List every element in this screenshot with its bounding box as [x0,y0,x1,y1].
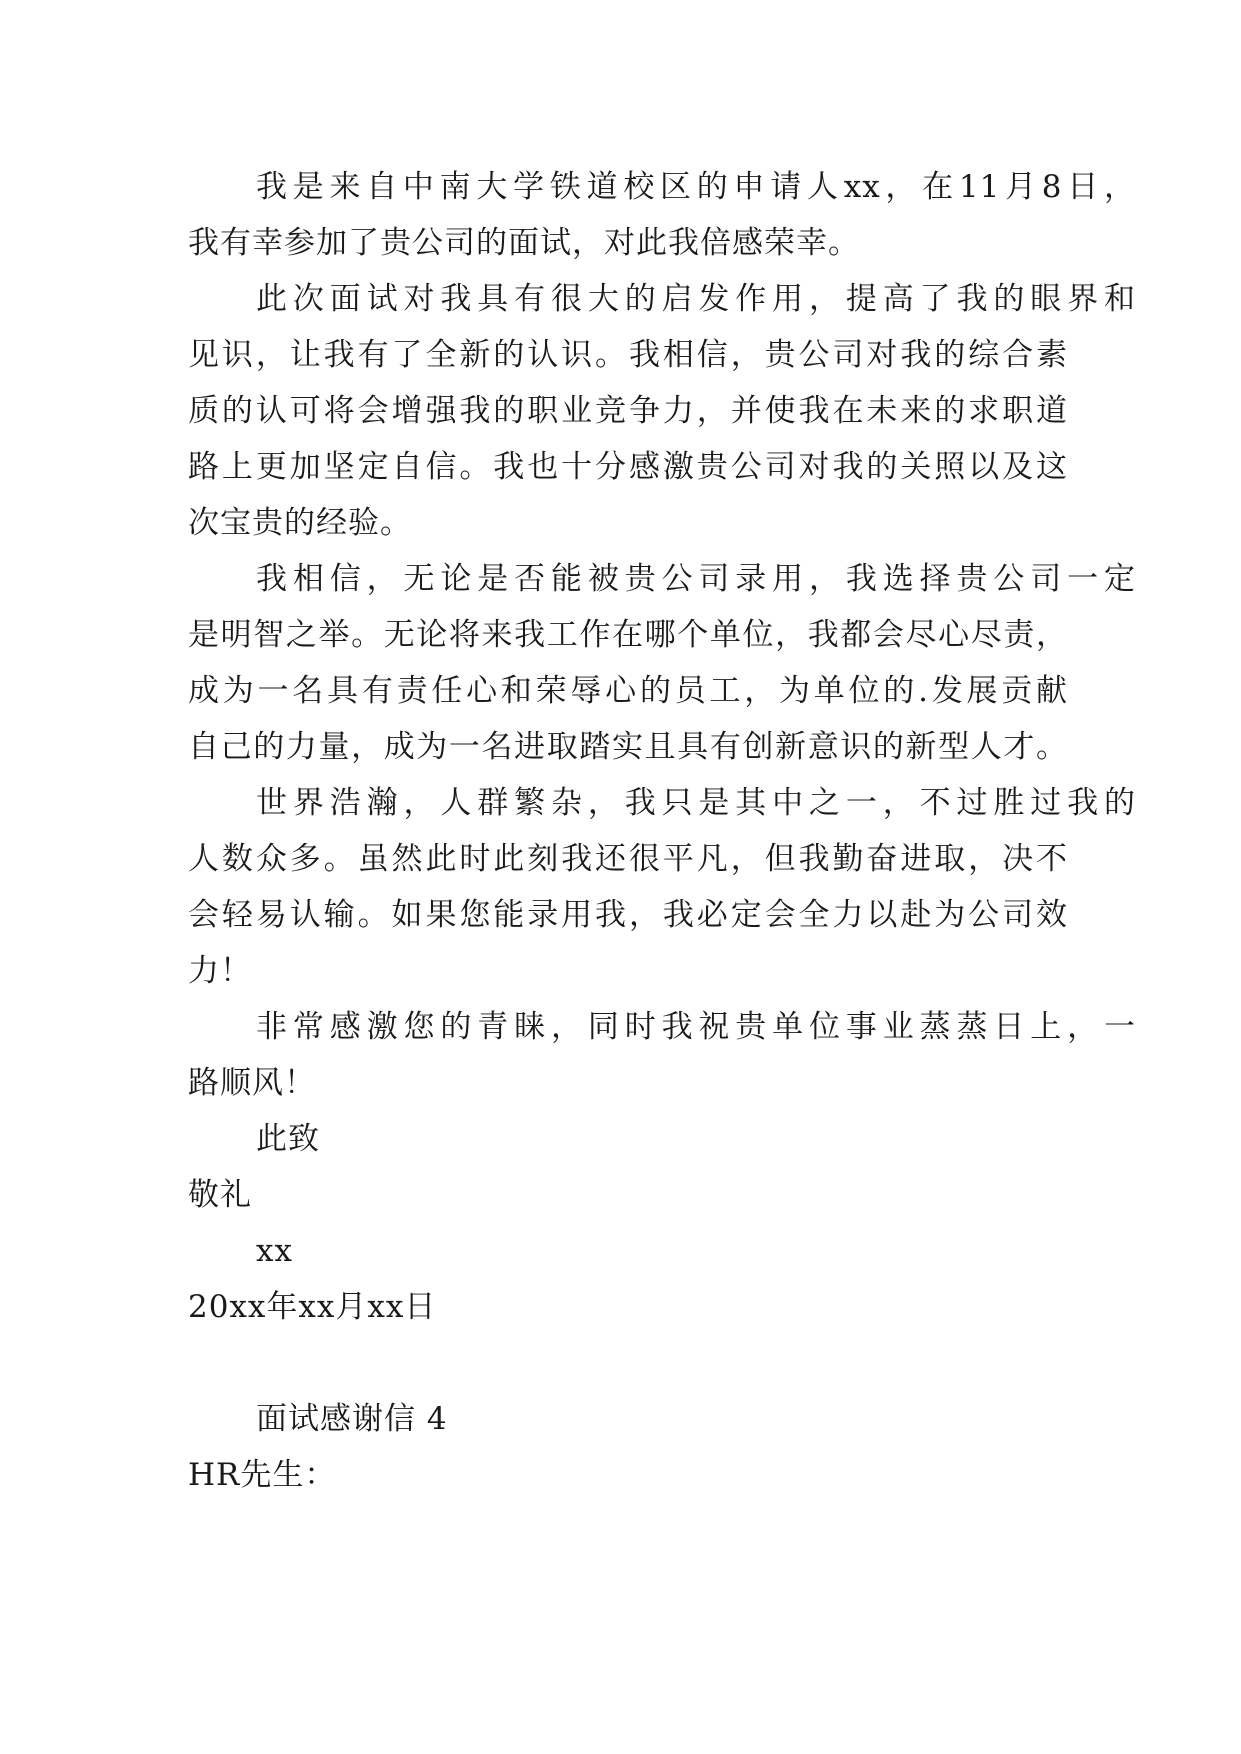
paragraph-line: 力！ [188,953,252,989]
paragraph-line: 成为一名具有责任心和荣辱心的员工，为单位的.发展贡献 [188,673,1068,709]
paragraph-line: 此次面试对我具有很大的启发作用，提高了我的眼界和 [256,281,1136,317]
paragraph-line: 质的认可将会增强我的职业竞争力，并使我在未来的求职道 [188,393,1068,429]
paragraph-line: 次宝贵的经验。 [188,505,412,541]
paragraph-line: 非常感激您的青睐，同时我祝贵单位事业蒸蒸日上，一 [256,1009,1136,1045]
paragraph-line: 我相信，无论是否能被贵公司录用，我选择贵公司一定 [256,561,1136,597]
signature: xx [256,1233,293,1269]
paragraph-line: 我有幸参加了贵公司的面试，对此我倍感荣幸。 [188,225,860,261]
section-title: 面试感谢信 4 [256,1401,448,1437]
paragraph-line: 世界浩瀚，人群繁杂，我只是其中之一，不过胜过我的 [256,785,1136,821]
closing: 此致 [256,1121,320,1157]
greeting: HR先生： [188,1457,337,1493]
letter-date: 20xx年xx月xx日 [188,1289,437,1325]
paragraph-line: 会轻易认输。如果您能录用我，我必定会全力以赴为公司效 [188,897,1068,933]
paragraph-line: 人数众多。虽然此时此刻我还很平凡，但我勤奋进取，决不 [188,841,1068,877]
salutation: 敬礼 [188,1177,252,1213]
paragraph-line: 是明智之举。无论将来我工作在哪个单位，我都会尽心尽责， [188,617,1068,653]
paragraph-line: 路上更加坚定自信。我也十分感激贵公司对我的关照以及这 [188,449,1068,485]
paragraph-line: 见识，让我有了全新的认识。我相信，贵公司对我的综合素 [188,337,1068,373]
paragraph-line: 路顺风！ [188,1065,316,1101]
paragraph-line: 自己的力量，成为一名进取踏实且具有创新意识的新型人才。 [188,729,1068,765]
paragraph-line: 我是来自中南大学铁道校区的申请人xx，在11月8日， [256,169,1136,205]
